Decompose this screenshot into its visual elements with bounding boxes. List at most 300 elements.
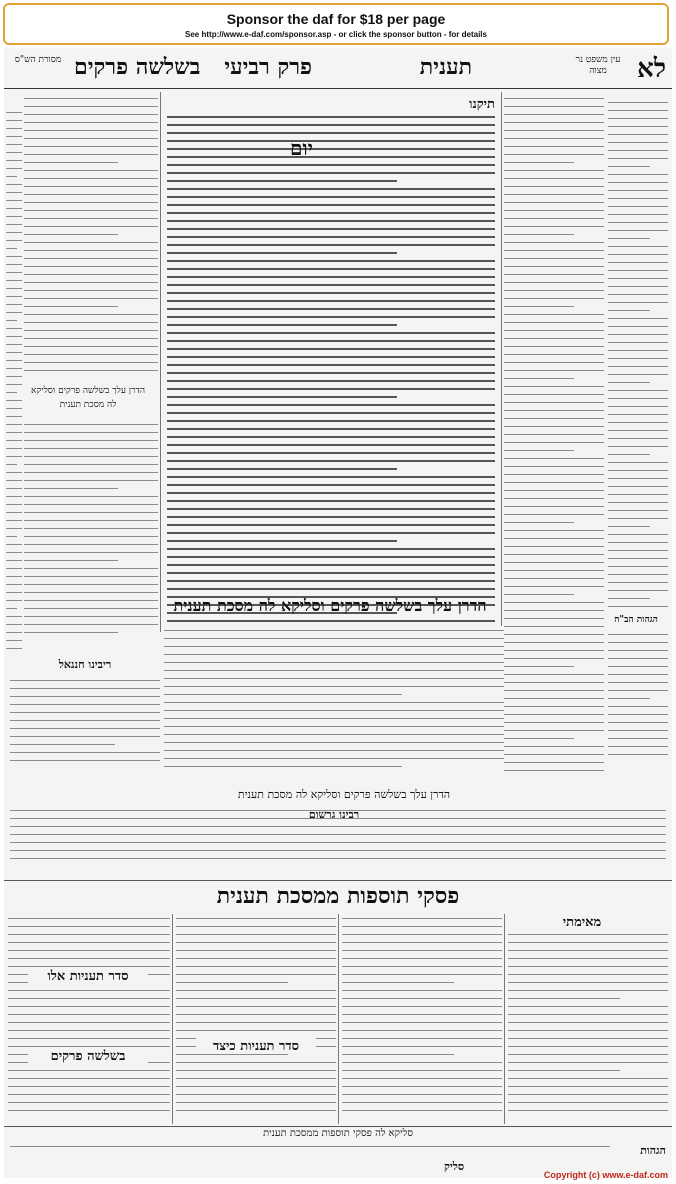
text-line xyxy=(608,674,668,675)
text-line xyxy=(164,638,504,639)
text-line xyxy=(6,224,22,225)
text-line xyxy=(508,1086,668,1087)
text-line xyxy=(6,272,22,273)
text-line xyxy=(342,1054,454,1055)
text-line xyxy=(164,662,504,663)
text-line xyxy=(504,538,604,539)
text-line xyxy=(24,138,158,139)
text-line xyxy=(164,646,504,647)
text-line xyxy=(342,1078,502,1079)
text-line xyxy=(167,620,495,622)
rashi-column xyxy=(504,92,604,782)
text-line xyxy=(176,1102,336,1103)
text-line xyxy=(504,562,604,563)
text-line xyxy=(6,320,17,321)
big-word-yom: יום xyxy=(290,136,313,160)
text-line xyxy=(504,146,604,147)
chapter-name: בשלשה פרקים xyxy=(74,54,201,80)
text-line xyxy=(6,192,22,193)
text-line xyxy=(608,730,668,731)
text-line xyxy=(504,610,604,611)
text-line xyxy=(167,588,495,590)
text-line xyxy=(176,1070,336,1071)
text-line xyxy=(608,414,668,415)
text-line xyxy=(164,678,504,679)
text-line xyxy=(508,1030,668,1031)
text-line xyxy=(24,560,118,561)
text-line xyxy=(24,504,158,505)
text-line xyxy=(24,242,158,243)
text-line xyxy=(176,950,336,951)
text-line xyxy=(167,508,495,510)
text-line xyxy=(24,496,158,497)
lower-commentary xyxy=(164,626,504,782)
text-line xyxy=(608,534,668,535)
text-line xyxy=(167,188,495,190)
text-line xyxy=(504,402,604,403)
text-line xyxy=(6,424,22,425)
text-line xyxy=(608,494,668,495)
text-line xyxy=(167,540,397,542)
text-line xyxy=(508,1078,668,1079)
text-line xyxy=(24,424,158,425)
text-line xyxy=(8,966,170,967)
text-line xyxy=(608,666,668,667)
text-line xyxy=(6,632,22,633)
text-line xyxy=(24,480,158,481)
text-line xyxy=(24,544,158,545)
text-line xyxy=(608,310,650,311)
text-line xyxy=(176,966,336,967)
text-line xyxy=(6,152,22,153)
text-line xyxy=(167,420,495,422)
text-line xyxy=(6,264,22,265)
text-line xyxy=(504,106,604,107)
text-line xyxy=(176,982,288,983)
text-line xyxy=(24,464,158,465)
text-line xyxy=(164,766,402,767)
text-line xyxy=(6,384,22,385)
page-header xyxy=(4,52,672,89)
text-line xyxy=(608,118,668,119)
text-line xyxy=(8,958,170,959)
text-line xyxy=(24,178,158,179)
text-line xyxy=(504,370,604,371)
text-line xyxy=(10,704,160,705)
text-line xyxy=(608,430,668,431)
text-line xyxy=(608,518,668,519)
text-line xyxy=(176,974,336,975)
text-line xyxy=(504,642,604,643)
text-line xyxy=(504,114,604,115)
text-line xyxy=(24,122,158,123)
text-line xyxy=(608,422,668,423)
text-line xyxy=(504,738,574,739)
psakim-divider-3 xyxy=(504,914,505,1124)
text-line xyxy=(24,202,158,203)
opening-word: תיקנו xyxy=(469,97,495,112)
text-line xyxy=(504,730,604,731)
text-line xyxy=(508,934,668,935)
text-line xyxy=(24,154,158,155)
text-line xyxy=(6,304,22,305)
text-line xyxy=(6,440,22,441)
text-line xyxy=(504,482,604,483)
text-line xyxy=(508,950,668,951)
text-line xyxy=(504,586,604,587)
text-line xyxy=(6,184,22,185)
text-line xyxy=(10,736,160,737)
text-line xyxy=(504,314,604,315)
hadran-small: הדרן עלך בשלשה פרקים וסליקא לה מסכת תענית xyxy=(31,386,145,410)
psakim-col4-heading-2: בשלשה פרקים xyxy=(28,1048,148,1064)
text-line xyxy=(508,966,668,967)
text-line xyxy=(608,438,668,439)
text-line xyxy=(504,162,574,163)
text-line xyxy=(167,388,495,390)
text-line xyxy=(6,256,22,257)
text-line xyxy=(504,186,604,187)
text-line xyxy=(504,514,604,515)
text-line xyxy=(608,262,668,263)
text-line xyxy=(504,154,604,155)
text-line xyxy=(608,278,668,279)
text-line xyxy=(342,1046,502,1047)
text-line xyxy=(6,248,17,249)
text-line xyxy=(342,918,502,919)
text-line xyxy=(164,694,402,695)
text-line xyxy=(24,632,118,633)
text-line xyxy=(504,706,604,707)
talmud-page xyxy=(4,48,672,1178)
text-line xyxy=(508,942,668,943)
text-line xyxy=(24,616,158,617)
text-line xyxy=(167,404,495,406)
text-line xyxy=(10,744,115,745)
text-line xyxy=(608,454,650,455)
text-line xyxy=(8,1030,170,1031)
text-line xyxy=(6,376,22,377)
sponsor-banner[interactable] xyxy=(3,3,669,45)
text-line xyxy=(608,650,668,651)
text-line xyxy=(608,502,668,503)
text-line xyxy=(6,288,22,289)
text-line xyxy=(6,616,22,617)
text-line xyxy=(24,528,158,529)
text-line xyxy=(608,470,668,471)
text-line xyxy=(167,220,495,222)
text-line xyxy=(6,528,22,529)
psakim-divider-2 xyxy=(338,914,339,1124)
text-line xyxy=(167,236,495,238)
text-line xyxy=(504,450,574,451)
text-line xyxy=(508,1006,668,1007)
text-line xyxy=(8,942,170,943)
text-line xyxy=(608,230,668,231)
text-line xyxy=(504,442,604,443)
text-line xyxy=(504,722,604,723)
text-line xyxy=(167,500,495,502)
text-line xyxy=(6,368,22,369)
text-line xyxy=(6,328,22,329)
rabbeinu-chananel-column xyxy=(10,678,160,778)
text-line xyxy=(10,858,666,859)
text-line xyxy=(24,624,158,625)
text-line xyxy=(24,258,158,259)
text-line xyxy=(504,250,604,251)
text-line xyxy=(342,1030,502,1031)
text-line xyxy=(167,124,495,126)
text-line xyxy=(6,280,22,281)
text-line xyxy=(24,488,118,489)
mesoret-label: מסורת הש"ס xyxy=(14,55,62,65)
text-line xyxy=(6,464,17,465)
masechet-name: תענית xyxy=(419,54,472,80)
text-line xyxy=(164,710,504,711)
text-line xyxy=(8,1102,170,1103)
text-line xyxy=(167,452,495,454)
text-line xyxy=(6,408,22,409)
text-line xyxy=(6,232,22,233)
text-line xyxy=(504,466,604,467)
text-line xyxy=(608,190,668,191)
text-line xyxy=(167,316,495,318)
text-line xyxy=(504,98,604,99)
text-line xyxy=(10,752,160,753)
text-line xyxy=(167,372,495,374)
text-line xyxy=(167,164,495,166)
text-line xyxy=(24,576,158,577)
text-line xyxy=(608,606,668,607)
text-line xyxy=(10,712,160,713)
text-line xyxy=(167,156,495,158)
text-line xyxy=(504,618,604,619)
text-line xyxy=(167,580,495,582)
psakim-column-1 xyxy=(508,932,668,1124)
text-line xyxy=(24,322,158,323)
text-line xyxy=(167,204,495,206)
text-line xyxy=(342,1014,502,1015)
text-line xyxy=(167,228,495,230)
text-line xyxy=(504,386,604,387)
text-line xyxy=(608,254,668,255)
text-line xyxy=(10,728,160,729)
text-line xyxy=(24,472,158,473)
text-line xyxy=(6,648,22,649)
text-line xyxy=(504,330,604,331)
text-line xyxy=(10,826,666,827)
text-line xyxy=(167,340,495,342)
text-line xyxy=(8,1078,170,1079)
text-line xyxy=(167,244,495,246)
perek-label: פרק רביעי xyxy=(224,54,312,80)
text-line xyxy=(167,348,495,350)
text-line xyxy=(504,546,604,547)
text-line xyxy=(6,208,22,209)
text-line xyxy=(24,600,158,601)
text-line xyxy=(167,148,495,150)
ein-mishpat-label: עין משפט נר מצוה xyxy=(575,55,621,76)
text-line xyxy=(608,398,668,399)
text-line xyxy=(167,468,397,470)
text-line xyxy=(508,1070,620,1071)
text-line xyxy=(608,222,668,223)
text-line xyxy=(164,702,504,703)
text-line xyxy=(504,290,604,291)
psakim-column-2 xyxy=(342,916,502,1124)
text-line xyxy=(10,1146,610,1147)
text-line xyxy=(6,240,22,241)
text-line xyxy=(508,974,668,975)
text-line xyxy=(504,682,604,683)
text-line xyxy=(342,1110,502,1111)
text-line xyxy=(608,462,668,463)
text-line xyxy=(342,982,454,983)
text-line xyxy=(24,346,158,347)
text-line xyxy=(167,484,495,486)
text-line xyxy=(24,354,158,355)
text-line xyxy=(24,266,158,267)
text-line xyxy=(6,344,22,345)
rabbeinu-gershom-label: רבינו גרשום xyxy=(308,808,360,821)
text-line xyxy=(6,544,22,545)
text-line xyxy=(508,1102,668,1103)
text-line xyxy=(164,686,504,687)
text-line xyxy=(504,570,604,571)
text-line xyxy=(504,490,604,491)
text-line xyxy=(24,146,158,147)
text-line xyxy=(504,474,604,475)
text-line xyxy=(504,578,604,579)
text-line xyxy=(167,252,397,254)
text-line xyxy=(504,306,574,307)
text-line xyxy=(6,216,22,217)
text-line xyxy=(608,102,668,103)
text-line xyxy=(24,98,158,99)
text-line xyxy=(608,390,668,391)
text-line xyxy=(608,382,650,383)
text-line xyxy=(504,234,574,235)
text-line xyxy=(608,150,668,151)
text-line xyxy=(504,354,604,355)
text-line xyxy=(504,410,604,411)
text-line xyxy=(608,550,668,551)
siluk-label: סליק xyxy=(444,1160,465,1173)
text-line xyxy=(608,558,668,559)
mesoret-column xyxy=(6,92,22,652)
text-line xyxy=(167,524,495,526)
text-line xyxy=(508,958,668,959)
text-line xyxy=(504,626,604,627)
text-line xyxy=(24,584,158,585)
footer-divider xyxy=(4,1126,672,1127)
text-line xyxy=(608,574,668,575)
text-line xyxy=(167,300,495,302)
text-line xyxy=(608,206,668,207)
text-line xyxy=(6,168,22,169)
tosafot-column xyxy=(24,92,158,382)
text-line xyxy=(24,448,158,449)
text-line xyxy=(6,472,22,473)
text-line xyxy=(24,520,158,521)
text-line xyxy=(608,598,650,599)
sponsor-title: Sponsor the daf for $18 per page xyxy=(226,11,446,27)
text-line xyxy=(176,1086,336,1087)
text-line xyxy=(342,958,502,959)
text-line xyxy=(176,1022,336,1023)
text-line xyxy=(176,942,336,943)
text-line xyxy=(504,522,574,523)
text-line xyxy=(8,1022,170,1023)
text-line xyxy=(176,990,336,991)
text-line xyxy=(504,674,604,675)
text-line xyxy=(6,144,22,145)
text-line xyxy=(608,698,650,699)
text-line xyxy=(504,554,604,555)
text-line xyxy=(342,950,502,951)
text-line xyxy=(24,290,158,291)
text-line xyxy=(608,566,668,567)
text-line xyxy=(6,360,22,361)
text-line xyxy=(8,1110,170,1111)
text-line xyxy=(6,584,22,585)
text-line xyxy=(6,352,22,353)
text-line xyxy=(6,504,22,505)
text-line xyxy=(504,770,604,771)
text-line xyxy=(504,658,604,659)
text-line xyxy=(164,718,504,719)
text-line xyxy=(24,250,158,251)
text-line xyxy=(6,568,22,569)
text-line xyxy=(608,746,668,747)
text-line xyxy=(167,396,397,398)
psakim-col4-heading: סדר תעניות אלו xyxy=(28,968,148,984)
text-line xyxy=(6,392,17,393)
sponsor-subtitle: See http://www.e-daf.com/sponsor.asp - or click the sponsor button - for details xyxy=(185,30,487,39)
text-line xyxy=(167,548,495,550)
hadran-main: הדרן עלך בשלשה פרקים וסליקא לה מסכת תענית xyxy=(173,596,487,615)
text-line xyxy=(6,120,22,121)
text-line xyxy=(6,520,22,521)
text-line xyxy=(167,284,495,286)
text-line xyxy=(164,734,504,735)
text-line xyxy=(6,640,22,641)
text-line xyxy=(608,238,650,239)
text-line xyxy=(24,226,158,227)
text-line xyxy=(608,486,668,487)
text-line xyxy=(8,1086,170,1087)
text-line xyxy=(10,680,160,681)
psakim-col1-heading: מאימתי xyxy=(562,915,602,930)
text-line xyxy=(167,412,495,414)
text-line xyxy=(176,926,336,927)
text-line xyxy=(167,476,495,478)
text-line xyxy=(6,200,22,201)
text-line xyxy=(167,380,495,382)
text-line xyxy=(342,1102,502,1103)
text-line xyxy=(504,602,604,603)
text-line xyxy=(176,1054,288,1055)
text-line xyxy=(24,536,158,537)
hadran-secondary: הדרן עלך בשלשה פרקים וסליקא לה מסכת תענית xyxy=(237,788,451,801)
text-line xyxy=(608,358,668,359)
text-line xyxy=(167,356,495,358)
text-line xyxy=(342,990,502,991)
text-line xyxy=(608,342,668,343)
text-line xyxy=(508,1062,668,1063)
text-line xyxy=(608,270,668,271)
copyright-notice[interactable]: Copyright (c) www.e-daf.com xyxy=(543,1170,668,1180)
